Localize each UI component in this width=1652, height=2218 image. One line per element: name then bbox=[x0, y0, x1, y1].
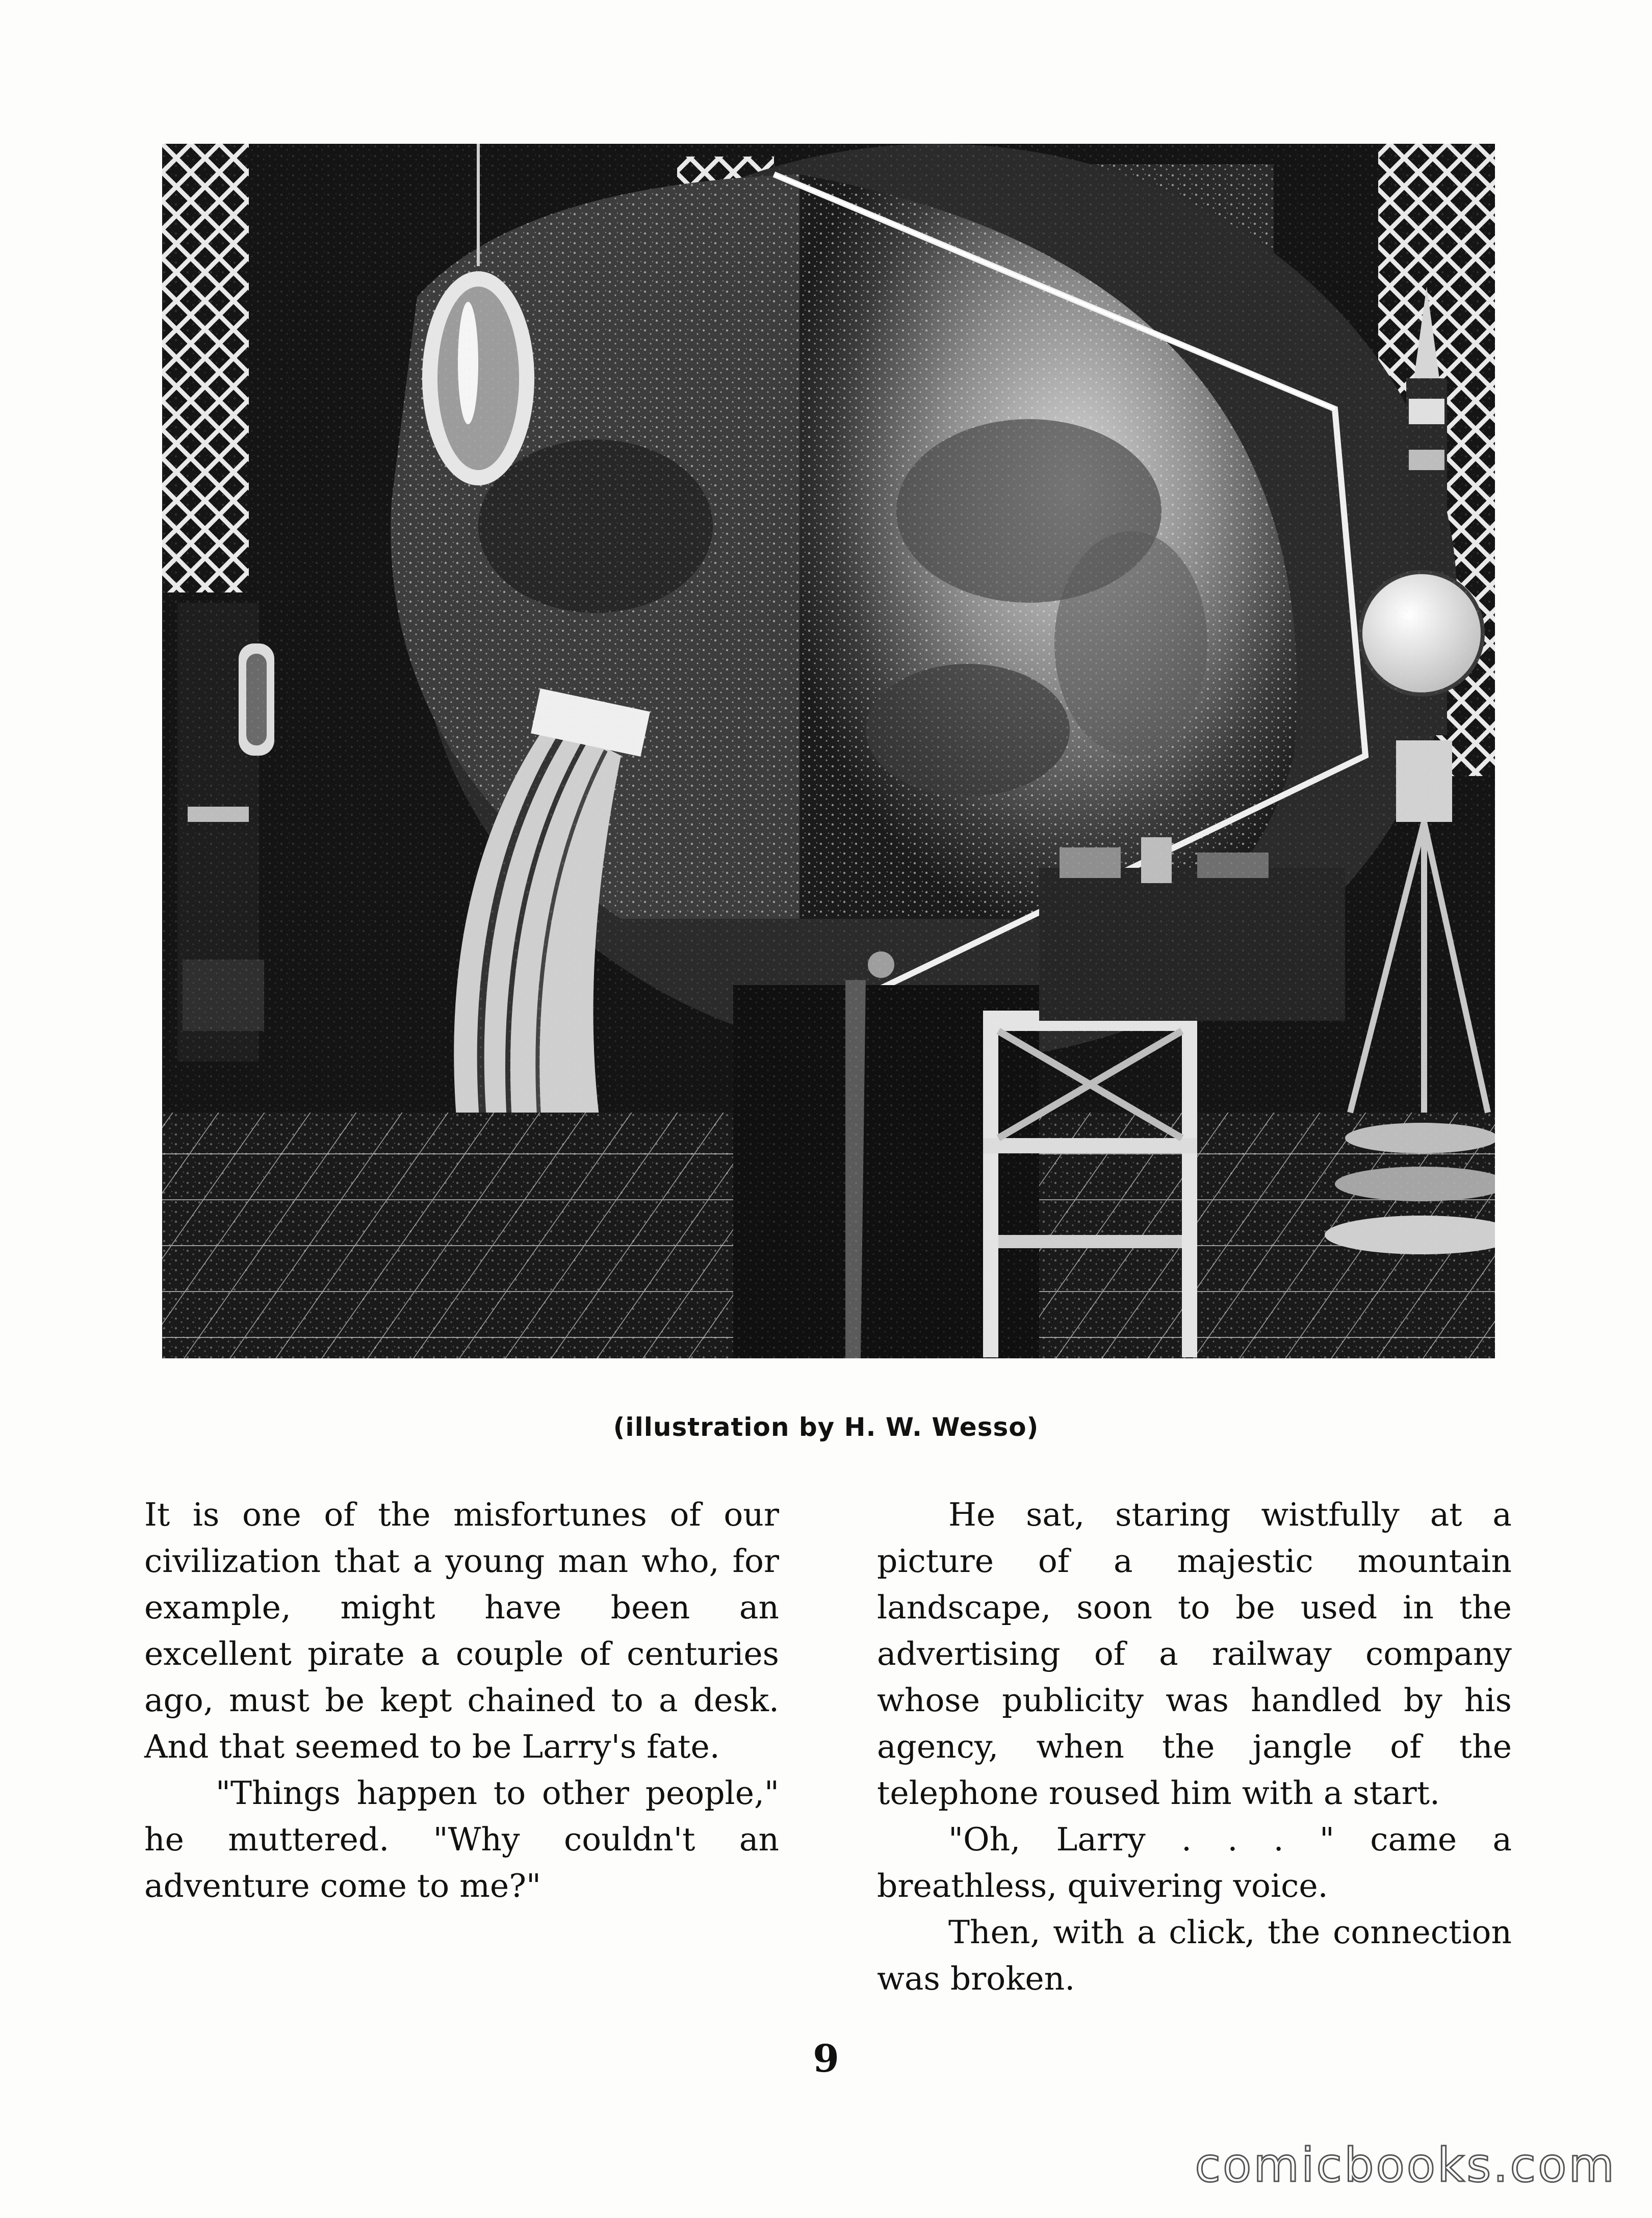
site-watermark: comicbooks.com bbox=[1195, 2138, 1616, 2193]
story-paragraph: Then, with a click, the connection was broken. bbox=[877, 1914, 1512, 1997]
story-paragraph: It is one of the misfortunes of our civilization that a young man who, for example, might have been an excellent pirate a couple of centuries ago, must be kept chained to a desk. And that seemed to be Larry's fate. bbox=[144, 1496, 779, 1765]
story-illustration bbox=[162, 144, 1495, 1358]
story-column-left bbox=[144, 1491, 779, 1909]
page-number: 9 bbox=[813, 2037, 839, 2081]
illustration-caption: (illustration by H. W. Wesso) bbox=[613, 1412, 1039, 1442]
story-paragraph: "Things happen to other people," he muttered. "Why couldn't an adventure come to me?" bbox=[144, 1774, 779, 1904]
story-paragraph: "Oh, Larry . . . " came a breathless, quivering voice. bbox=[877, 1821, 1512, 1904]
story-column-right bbox=[877, 1491, 1512, 2002]
story-paragraph: He sat, staring wistfully at a picture of a majestic mountain landscape, soon to be used in the advertising of a railway company whose publicity was handled by his agency, when the jangle of the telephone roused him with a start. bbox=[877, 1496, 1512, 1812]
